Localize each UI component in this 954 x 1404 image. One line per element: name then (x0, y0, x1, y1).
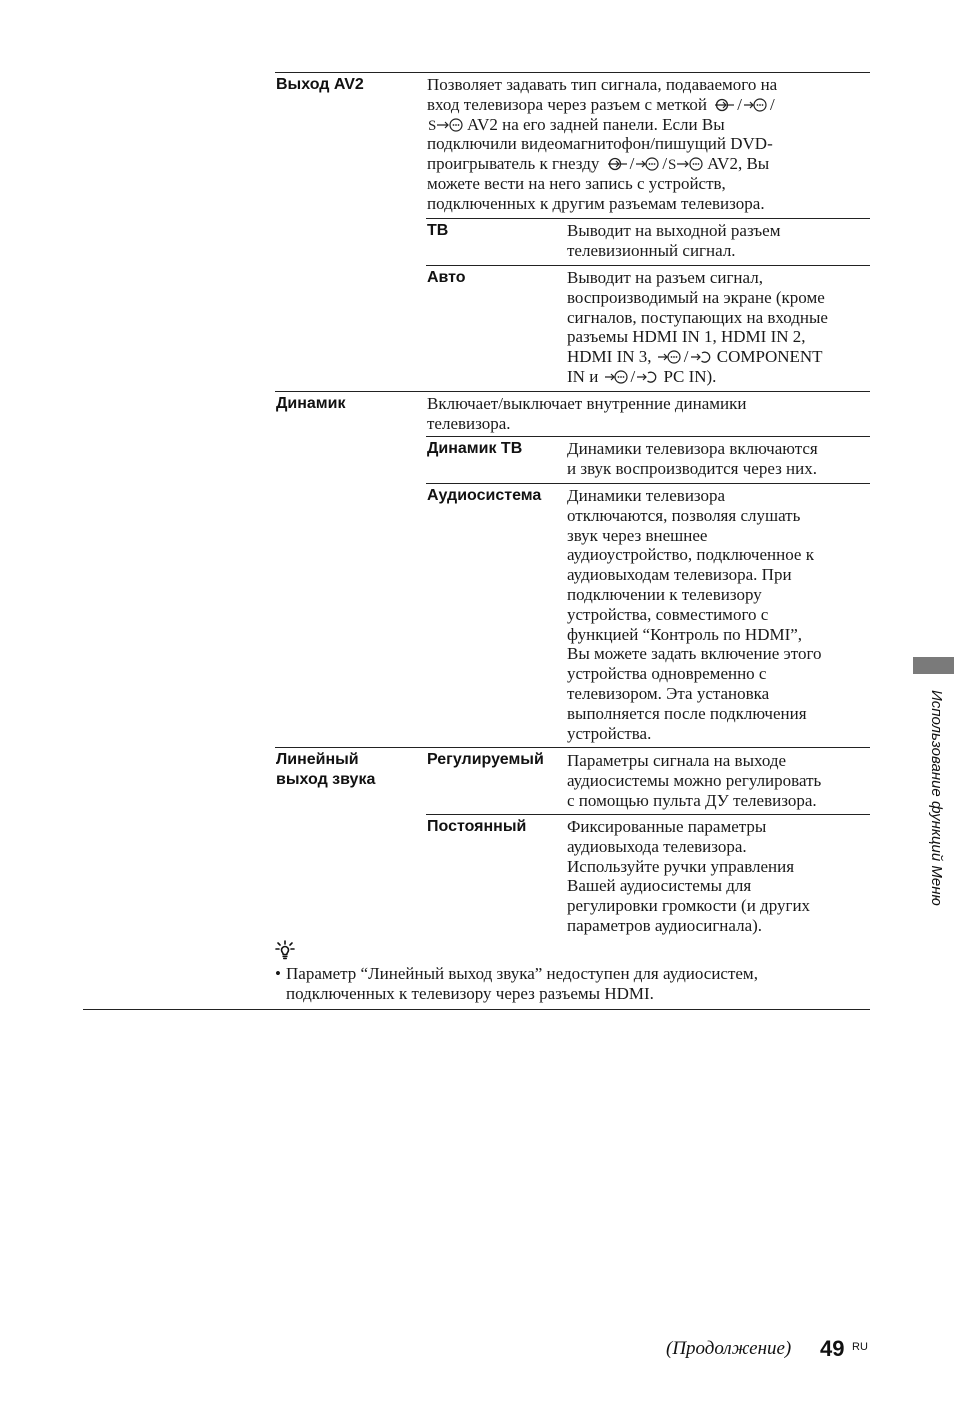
lineout-option-fixed-desc (567, 817, 810, 936)
av2-desc-line: подключили видеомагнитофон/пишущий DVD- (427, 134, 773, 154)
video-in-icon (743, 98, 769, 112)
rule-speaker (275, 391, 870, 392)
desc-text: PC IN). (663, 366, 717, 386)
av-in-out-icon (712, 98, 736, 112)
desc-line: Фиксированные параметры (567, 817, 767, 836)
component-in-icon (690, 350, 712, 364)
lightbulb-tip-icon (275, 940, 295, 965)
tip-text (286, 964, 758, 1004)
av2-desc-line: подключенных к другим разъемам телевизора. (427, 193, 765, 213)
desc-line: с помощью пульта ДУ телевизора. (567, 790, 817, 810)
tip-line: подключенных к телевизору через разъемы HDMI. (286, 983, 654, 1003)
desc-line: разъемы HDMI IN 1, HDMI IN 2, (567, 327, 806, 347)
av2-desc-text: проигрыватель к гнезду (427, 154, 600, 174)
speaker-option-tv-desc (567, 439, 818, 479)
speaker-option-audio-label: Аудиосистема (427, 487, 542, 504)
desc-line: подключении к телевизору (567, 584, 762, 604)
av2-desc-line: проигрыватель к гнезду / / S AV2, Вы (427, 154, 770, 174)
av2-desc-line: Позволяет задавать тип сигнала, подаваемого на (427, 75, 778, 94)
lineout-option-fixed-label: Постоянный (427, 818, 527, 835)
desc-line: телевизионный сигнал. (567, 240, 736, 260)
lineout-label (276, 750, 375, 790)
desc-line: функцией “Контроль по HDMI”, (567, 624, 803, 644)
av2-desc-line (427, 115, 777, 135)
desc-line: Вашей аудиосистемы для (567, 876, 752, 896)
component-in-icon (636, 370, 658, 384)
tip-line: Параметр “Линейный выход звука” недоступен для аудиосистем, (286, 964, 758, 983)
speaker-description (427, 394, 747, 434)
desc-line: выполняется после подключения (567, 703, 807, 723)
video-in-icon (657, 350, 683, 364)
desc-line: IN и / PC IN). (567, 366, 717, 386)
desc-line: устройства одновременно с (567, 664, 767, 684)
desc-text: HDMI IN 3, (567, 347, 652, 367)
av2-option-auto-desc (567, 268, 828, 387)
speaker-label: Динамик (276, 395, 346, 412)
av2-option-tv-label: ТВ (427, 222, 449, 239)
desc-line: аудиосистемы можно регулировать (567, 770, 822, 790)
rule-av2-tv (426, 218, 870, 219)
av2-desc-line: можете вести на него запись с устройств, (427, 173, 726, 193)
desc-line: Выводит на выходной разъем (567, 221, 781, 240)
desc-text: IN и (567, 366, 599, 386)
video-in-icon (635, 157, 661, 171)
rule-lineout (275, 747, 870, 748)
lineout-label-line: Линейный (276, 751, 359, 768)
rule-av2-auto (426, 265, 870, 266)
rule-speaker-audio (426, 483, 870, 484)
desc-line: HDMI IN 3, / COMPONENT (567, 347, 823, 367)
desc-line: Вы можете задать включение этого (567, 644, 822, 664)
desc-line: и звук воспроизводится через них. (567, 458, 817, 478)
desc-text: COMPONENT (716, 347, 823, 367)
desc-line: Параметры сигнала на выходе (567, 751, 787, 770)
s-video-in-icon (668, 156, 706, 171)
desc-line: Используйте ручки управления (567, 856, 795, 876)
desc-line: аудиовыхода телевизора. (567, 836, 747, 856)
av2-desc-text: AV2 на его задней панели. Если Вы (467, 114, 725, 134)
rule-lineout-fixed (426, 814, 870, 815)
desc-line: устройства. (567, 723, 652, 743)
desc-line: устройства, совместимого с (567, 604, 769, 624)
desc-line: Динамики телевизора (567, 486, 726, 505)
av2-description (427, 75, 777, 214)
desc-line: параметров аудиосигнала). (567, 915, 763, 935)
av2-desc-text: вход телевизора через разъем с меткой (427, 94, 707, 114)
s-video-in-icon (428, 117, 466, 132)
desc-line: звук через внешнее (567, 525, 708, 545)
tip-bullet: • (275, 964, 281, 983)
continued-label: (Продолжение) (666, 1338, 792, 1359)
section-side-label: Использование функций Меню (928, 690, 945, 906)
desc-line: Динамики телевизора включаются (567, 439, 818, 458)
desc-line: сигналов, поступающих на входные (567, 307, 828, 327)
desc-line: телевизором. Эта установка (567, 683, 770, 703)
av2-option-auto-label: Авто (427, 269, 466, 286)
section-tab-marker (913, 657, 954, 674)
speaker-option-tv-label: Динамик ТВ (427, 440, 523, 457)
desc-line: Выводит на разъем сигнал, (567, 268, 763, 287)
desc-line: телевизора. (427, 413, 511, 433)
desc-line: Включает/выключает внутренние динамики (427, 394, 747, 413)
page-number: 49 (820, 1336, 845, 1361)
av-in-out-icon (605, 157, 629, 171)
lineout-label-line: выход звука (276, 771, 376, 788)
av2-option-tv-desc (567, 221, 780, 261)
lineout-option-adj-label: Регулируемый (427, 751, 544, 768)
svg-text:S: S (668, 157, 677, 172)
svg-text:S: S (428, 117, 437, 132)
rule-speaker-tv (426, 436, 870, 437)
desc-line: регулировки громкости (и других (567, 896, 811, 916)
lineout-option-adj-desc (567, 751, 821, 810)
rule-bottom (83, 1009, 870, 1010)
desc-line: отключаются, позволяя слушать (567, 505, 801, 525)
av2-desc-text: AV2, Вы (707, 154, 770, 174)
desc-line: аудиовыходам телевизора. При (567, 565, 792, 585)
av2-desc-line: вход телевизора через разъем с меткой / / (427, 94, 775, 114)
av2-label: Выход AV2 (276, 76, 364, 93)
language-code: RU (852, 1341, 868, 1353)
rule-top (275, 72, 870, 73)
speaker-option-audio-desc (567, 486, 822, 743)
desc-line: воспроизводимый на экране (кроме (567, 287, 825, 307)
video-in-icon (604, 370, 630, 384)
desc-line: аудиоустройство, подключенное к (567, 545, 814, 565)
